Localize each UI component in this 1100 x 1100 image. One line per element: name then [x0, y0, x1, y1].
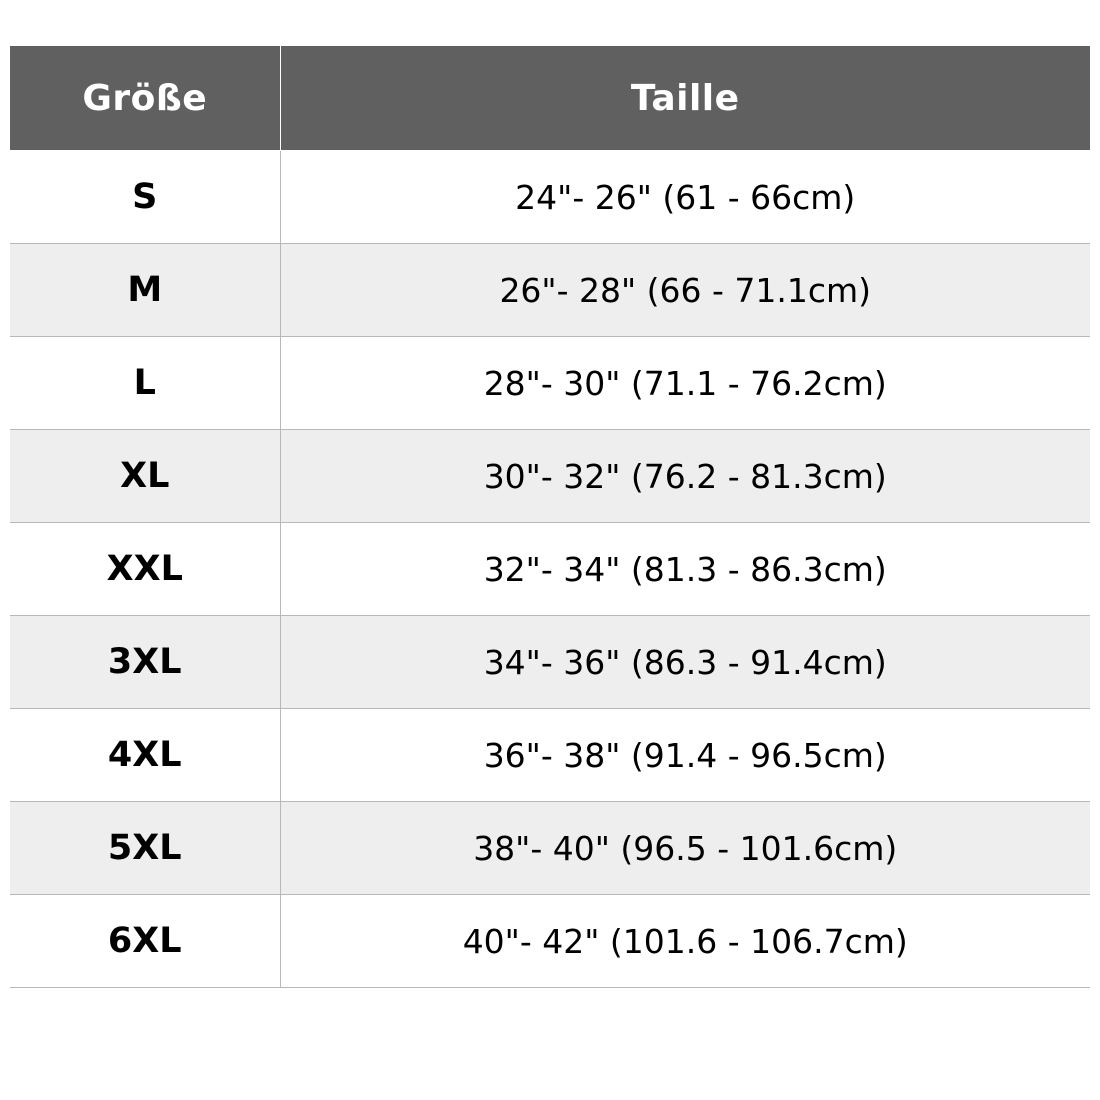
- size-chart-table: [10, 46, 1090, 988]
- cell-waist: 34"- 36" (86.3 - 91.4cm): [280, 616, 1090, 709]
- cell-waist: 32"- 34" (81.3 - 86.3cm): [280, 523, 1090, 616]
- cell-waist: 30"- 32" (76.2 - 81.3cm): [280, 430, 1090, 523]
- table-header: [10, 46, 1090, 151]
- cell-waist: 28"- 30" (71.1 - 76.2cm): [280, 337, 1090, 430]
- table-row: [10, 244, 1090, 337]
- cell-size: XL: [10, 430, 280, 523]
- cell-size: M: [10, 244, 280, 337]
- table-body: [10, 151, 1090, 988]
- table-row: [10, 523, 1090, 616]
- table-row: [10, 895, 1090, 988]
- cell-waist: 38"- 40" (96.5 - 101.6cm): [280, 802, 1090, 895]
- cell-waist: 26"- 28" (66 - 71.1cm): [280, 244, 1090, 337]
- cell-size: 4XL: [10, 709, 280, 802]
- table-row: [10, 709, 1090, 802]
- column-header-size: Größe: [10, 46, 280, 151]
- cell-size: S: [10, 151, 280, 244]
- table-header-row: [10, 46, 1090, 151]
- cell-waist: 40"- 42" (101.6 - 106.7cm): [280, 895, 1090, 988]
- table-row: [10, 337, 1090, 430]
- cell-size: 3XL: [10, 616, 280, 709]
- cell-waist: 36"- 38" (91.4 - 96.5cm): [280, 709, 1090, 802]
- cell-size: L: [10, 337, 280, 430]
- column-header-waist: Taille: [280, 46, 1090, 151]
- table-row: [10, 151, 1090, 244]
- cell-size: 5XL: [10, 802, 280, 895]
- table-row: [10, 616, 1090, 709]
- table-row: [10, 802, 1090, 895]
- cell-waist: 24"- 26" (61 - 66cm): [280, 151, 1090, 244]
- table-row: [10, 430, 1090, 523]
- cell-size: 6XL: [10, 895, 280, 988]
- cell-size: XXL: [10, 523, 280, 616]
